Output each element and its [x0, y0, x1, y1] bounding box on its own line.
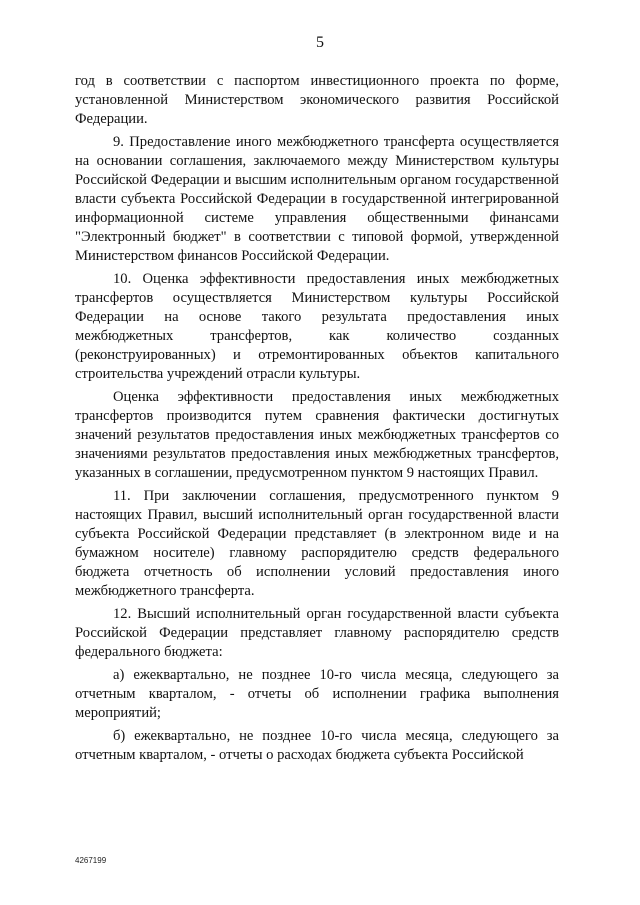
- paragraph-continuation: год в соответствии с паспортом инвестиционного проекта по форме, установленной Министерством экономического развития Российской Федерации.: [75, 73, 559, 127]
- document-body: [75, 72, 559, 769]
- paragraph-11: 11. При заключении соглашения, предусмотренного пунктом 9 настоящих Правил, высший исполнительный орган государственной власти субъекта Российской Федерации представляет (в электронном виде и на бумажном носителе) главному распорядителю средств федерального бюджета отчетность об исполнении условий предоставления иного межбюджетного трансферта.: [75, 488, 559, 599]
- paragraph-9: 9. Предоставление иного межбюджетного трансферта осуществляется на основании соглашения, заключаемого между Министерством культуры Российской Федерации и высшим исполнительным органом государственной власти субъекта Российской Федерации в государственной интегрированной информационной системе управления общественными финансами "Электронный бюджет" в соответствии с типовой формой, утвержденной Министерством финансов Российской Федерации.: [75, 134, 559, 264]
- paragraph-10-evaluation: Оценка эффективности предоставления иных межбюджетных трансфертов производится путем сравнения фактически достигнутых значений результатов предоставления иных межбюджетных трансфертов со значениями результатов предоставления иных межбюджетных трансфертов, указанных в соглашении, предусмотренном пунктом 9 настоящих Правил.: [75, 389, 559, 481]
- paragraph-12-a: а) ежеквартально, не позднее 10-го числа месяца, следующего за отчетным кварталом, - отчеты об исполнении графика выполнения мероприятий;: [75, 667, 559, 721]
- paragraph-10: 10. Оценка эффективности предоставления иных межбюджетных трансфертов осуществляется Министерством культуры Российской Федерации на основе такого результата предоставления иных межбюджетных трансфертов, как количество созданных (реконструированных) и отремонтированных объектов капитального строительства учреждений отрасли культуры.: [75, 271, 559, 382]
- page-number: 5: [316, 34, 324, 51]
- paragraph-12-b: б) ежеквартально, не позднее 10-го числа месяца, следующего за отчетным кварталом, - отчеты о расходах бюджета субъекта Российской: [75, 728, 559, 763]
- paragraph-12: 12. Высший исполнительный орган государственной власти субъекта Российской Федерации представляет главному распорядителю средств федерального бюджета:: [75, 606, 559, 660]
- document-code: 4267199: [75, 856, 107, 865]
